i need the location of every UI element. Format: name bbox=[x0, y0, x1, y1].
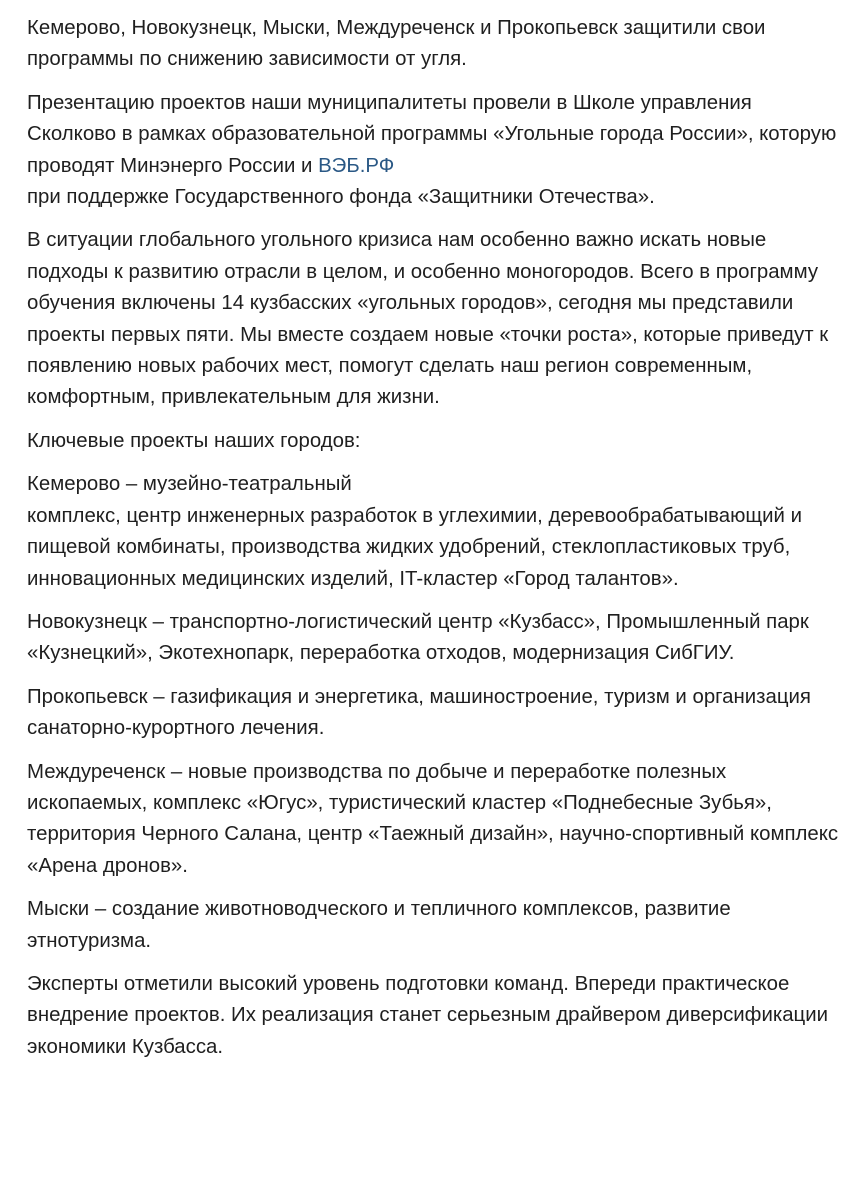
paragraph-novokuznetsk: Новокузнецк – транспортно-логистический центр «Кузбасс», Промышленный парк «Кузнецкий», Экотехнопарк, переработка отходов, модернизация СибГИУ. bbox=[27, 610, 809, 665]
paragraph-presentation-support: при поддержке Государственного фонда «Защитники Отечества». bbox=[27, 186, 655, 209]
paragraph-kemerovo-rest: комплекс, центр инженерных разработок в углехимии, деревообрабатывающий и пищевой комбинаты, производства жидких удобрений, стеклопластиковых труб, инновационных медицинских изделий, IT-кластер «Город талантов». bbox=[27, 504, 802, 590]
paragraph-prokopyevsk: Прокопьевск – газификация и энергетика, машиностроение, туризм и организация санаторно-курортного лечения. bbox=[27, 685, 811, 740]
paragraph-mezhdurechensk: Междуреченск – новые производства по добыче и переработке полезных ископаемых, комплекс «Югус», туристический кластер «Поднебесные Зубья», территория Черного Салана, центр «Таежный дизайн», научно-спортивный комплекс «Арена дронов». bbox=[27, 760, 839, 877]
paragraph-kemerovo bbox=[27, 469, 844, 595]
paragraph-myski: Мыски – создание животноводческого и тепличного комплексов, развитие этнотуризма. bbox=[27, 898, 731, 952]
paragraph-intro: Кемерово, Новокузнецк, Мыски, Междуреченск и Прокопьевск защитили свои программы по снижению зависимости от угля. bbox=[27, 17, 766, 71]
paragraph-presentation bbox=[27, 88, 844, 214]
paragraph-kemerovo-start: Кемерово – музейно-театральный bbox=[27, 473, 352, 496]
post-text bbox=[27, 13, 844, 1063]
paragraph-presentation-text: Презентацию проектов наши муниципалитеты провели в Школе управления Сколково в рамках образовательной программы «Угольные города России», которую проводят Минэнерго России и bbox=[27, 91, 837, 177]
veb-rf-link[interactable]: ВЭБ.РФ bbox=[318, 154, 395, 177]
paragraph-crisis: В ситуации глобального угольного кризиса нам особенно важно искать новые подходы к развитию отрасли в целом, и особенно моногородов. Всего в программу обучения включены 14 кузбасских «угольных городов», сегодня мы представили проекты первых пяти. Мы вместе создаем новые «точки роста», которые приведут к появлению новых рабочих мест, помогут сделать наш регион современным, комфортным, привлекательным для жизни. bbox=[27, 229, 829, 409]
paragraph-experts: Эксперты отметили высокий уровень подготовки команд. Впереди практическое внедрение проектов. Их реализация станет серьезным драйвером диверсификации экономики Кузбасса. bbox=[27, 972, 829, 1058]
paragraph-key-projects-heading: Ключевые проекты наших городов: bbox=[27, 429, 361, 452]
